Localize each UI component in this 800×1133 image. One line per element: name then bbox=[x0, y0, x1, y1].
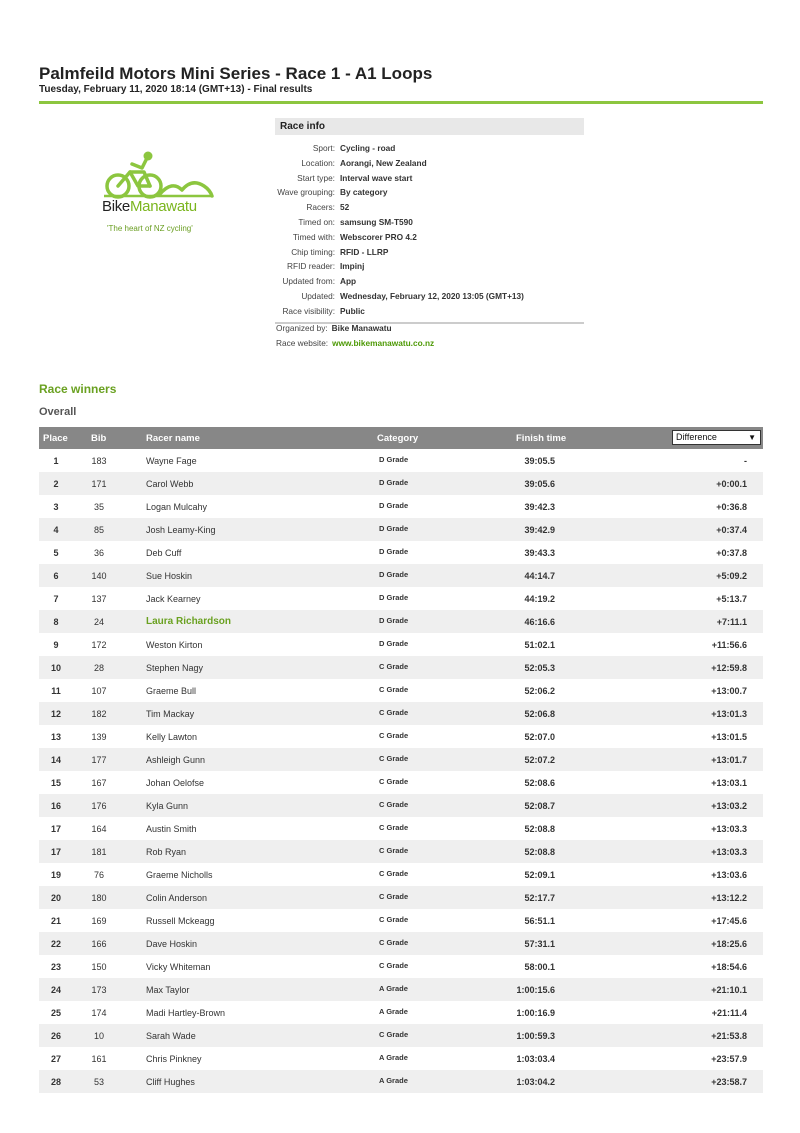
place-cell: 3 bbox=[53, 502, 59, 512]
race-info-row bbox=[275, 304, 584, 319]
place-cell: 11 bbox=[51, 686, 61, 696]
table-row[interactable] bbox=[39, 1001, 763, 1024]
finish-time-cell: 44:14.7 bbox=[524, 571, 555, 581]
col-bib: Bib bbox=[91, 433, 107, 444]
racer-name-cell[interactable]: Rob Ryan bbox=[146, 847, 187, 857]
race-info-key: Updated: bbox=[301, 290, 335, 301]
page-title: Palmfeild Motors Mini Series - Race 1 - A1 Loops bbox=[39, 64, 433, 83]
race-winners-heading: Race winners bbox=[39, 382, 117, 396]
results-table-body bbox=[39, 449, 763, 1093]
bib-cell: 171 bbox=[91, 479, 107, 489]
finish-time-cell: 52:06.2 bbox=[524, 686, 555, 696]
table-row[interactable] bbox=[39, 978, 763, 1001]
table-row[interactable] bbox=[39, 1024, 763, 1047]
table-row[interactable] bbox=[39, 495, 763, 518]
place-cell: 1 bbox=[53, 456, 59, 466]
race-date-status: Tuesday, February 11, 2020 18:14 (GMT+13) - Final results bbox=[39, 84, 313, 95]
table-row[interactable] bbox=[39, 518, 763, 541]
table-row[interactable] bbox=[39, 794, 763, 817]
race-info-rows bbox=[275, 135, 584, 319]
bib-cell: 28 bbox=[93, 663, 104, 673]
difference-cell: +13:01.7 bbox=[711, 755, 747, 765]
table-row[interactable] bbox=[39, 955, 763, 978]
table-row[interactable] bbox=[39, 541, 763, 564]
difference-cell: +21:10.1 bbox=[711, 985, 747, 995]
difference-select[interactable] bbox=[672, 430, 761, 445]
place-cell: 26 bbox=[50, 1031, 61, 1041]
category-cell: C Grade bbox=[379, 846, 409, 855]
race-info-value: 52 bbox=[340, 202, 350, 213]
racer-name-cell[interactable]: Laura Richardson bbox=[146, 616, 232, 627]
finish-time-cell: 1:03:04.2 bbox=[516, 1077, 555, 1087]
difference-cell: +0:37.4 bbox=[716, 525, 747, 535]
place-cell: 16 bbox=[50, 801, 61, 811]
racer-name-cell[interactable]: Colin Anderson bbox=[146, 893, 208, 903]
place-cell: 2 bbox=[53, 479, 59, 489]
bib-cell: 169 bbox=[91, 916, 107, 926]
race-info-key: Timed on: bbox=[298, 216, 335, 227]
finish-time-cell: 52:08.8 bbox=[524, 824, 555, 834]
racer-name-cell[interactable]: Deb Cuff bbox=[146, 548, 182, 558]
results-table-header bbox=[39, 427, 763, 449]
racer-name-cell[interactable]: Carol Webb bbox=[146, 479, 194, 489]
col-racer-name: Racer name bbox=[146, 433, 200, 444]
logo-word-manawatu: Manawatu bbox=[129, 198, 197, 215]
difference-cell: +13:12.2 bbox=[711, 893, 747, 903]
difference-cell: +7:11.1 bbox=[716, 617, 747, 627]
race-info-row bbox=[275, 141, 584, 156]
organized-by-value: Bike Manawatu bbox=[331, 323, 392, 333]
table-row[interactable] bbox=[39, 748, 763, 771]
category-cell: D Grade bbox=[379, 478, 409, 487]
finish-time-cell: 44:19.2 bbox=[524, 594, 555, 604]
finish-time-cell: 46:16.6 bbox=[524, 617, 555, 627]
place-cell: 17 bbox=[50, 847, 61, 857]
place-cell: 23 bbox=[50, 962, 61, 972]
racer-name-cell[interactable]: Graeme Nicholls bbox=[146, 870, 213, 880]
finish-time-cell: 52:09.1 bbox=[524, 870, 555, 880]
col-category: Category bbox=[377, 433, 419, 444]
table-row[interactable] bbox=[39, 449, 763, 472]
race-info-row bbox=[275, 156, 584, 171]
race-info-key: Racers: bbox=[306, 202, 335, 213]
bib-cell: 161 bbox=[91, 1054, 107, 1064]
place-cell: 21 bbox=[50, 916, 61, 926]
racer-name-cell[interactable]: Cliff Hughes bbox=[146, 1077, 195, 1087]
table-row[interactable] bbox=[39, 587, 763, 610]
overall-heading: Overall bbox=[39, 406, 77, 418]
finish-time-cell: 1:00:15.6 bbox=[516, 985, 555, 995]
category-cell: A Grade bbox=[379, 1053, 408, 1062]
difference-cell: +13:01.5 bbox=[711, 732, 747, 742]
race-info-value: App bbox=[340, 276, 357, 287]
place-cell: 10 bbox=[50, 663, 61, 673]
difference-cell: +23:58.7 bbox=[711, 1077, 747, 1087]
race-website-link[interactable]: www.bikemanawatu.co.nz bbox=[332, 338, 435, 348]
category-cell: C Grade bbox=[379, 662, 409, 671]
place-cell: 17 bbox=[50, 824, 61, 834]
category-cell: D Grade bbox=[379, 547, 409, 556]
table-row[interactable] bbox=[39, 863, 763, 886]
finish-time-cell: 51:02.1 bbox=[524, 640, 555, 650]
finish-time-cell: 57:31.1 bbox=[524, 939, 555, 949]
table-row[interactable] bbox=[39, 909, 763, 932]
category-cell: A Grade bbox=[379, 984, 408, 993]
table-row[interactable] bbox=[39, 886, 763, 909]
finish-time-cell: 1:00:16.9 bbox=[516, 1008, 555, 1018]
table-row[interactable] bbox=[39, 656, 763, 679]
organized-by bbox=[276, 323, 392, 333]
difference-cell: +0:36.8 bbox=[716, 502, 747, 512]
difference-cell: +13:03.3 bbox=[711, 847, 747, 857]
finish-time-cell: 39:05.6 bbox=[524, 479, 555, 489]
race-website bbox=[276, 338, 434, 348]
place-cell: 24 bbox=[50, 985, 61, 995]
place-cell: 12 bbox=[50, 709, 61, 719]
bib-cell: 139 bbox=[91, 732, 107, 742]
finish-time-cell: 39:05.5 bbox=[524, 456, 555, 466]
bib-cell: 85 bbox=[93, 525, 104, 535]
race-info-value: samsung SM-T590 bbox=[340, 216, 413, 227]
category-cell: D Grade bbox=[379, 501, 409, 510]
race-info-heading: Race info bbox=[275, 118, 584, 135]
race-info-row bbox=[275, 259, 584, 274]
table-row[interactable] bbox=[39, 725, 763, 748]
finish-time-cell: 52:06.8 bbox=[524, 709, 555, 719]
bib-cell: 173 bbox=[91, 985, 107, 995]
race-website-label: Race website: bbox=[276, 338, 329, 348]
finish-time-cell: 39:42.3 bbox=[524, 502, 555, 512]
bib-cell: 140 bbox=[91, 571, 107, 581]
category-cell: C Grade bbox=[379, 731, 409, 740]
col-place: Place bbox=[43, 433, 68, 444]
finish-time-cell: 1:03:03.4 bbox=[516, 1054, 555, 1064]
race-info-row bbox=[275, 215, 584, 230]
table-row[interactable] bbox=[39, 1070, 763, 1093]
table-row[interactable] bbox=[39, 564, 763, 587]
bib-cell: 36 bbox=[93, 548, 104, 558]
table-row[interactable] bbox=[39, 932, 763, 955]
race-info-row bbox=[275, 230, 584, 245]
difference-cell: +0:00.1 bbox=[716, 479, 747, 489]
racer-name-cell[interactable]: Graeme Bull bbox=[146, 686, 197, 696]
race-info-value: Cycling - road bbox=[340, 143, 396, 153]
difference-cell: +13:03.1 bbox=[711, 778, 747, 788]
bib-cell: 176 bbox=[91, 801, 107, 811]
race-info-value: Impinj bbox=[340, 261, 365, 272]
finish-time-cell: 1:00:59.3 bbox=[516, 1031, 555, 1041]
place-cell: 20 bbox=[50, 893, 61, 903]
racer-name-cell[interactable]: Kelly Lawton bbox=[146, 732, 198, 742]
racer-name-cell[interactable]: Kyla Gunn bbox=[146, 801, 189, 811]
race-info-value: Aorangi, New Zealand bbox=[340, 157, 427, 168]
difference-cell: - bbox=[744, 456, 747, 466]
bib-cell: 183 bbox=[91, 456, 107, 466]
results-table bbox=[39, 427, 763, 1093]
race-info-row bbox=[275, 171, 584, 186]
bib-cell: 180 bbox=[91, 893, 107, 903]
race-info-row bbox=[275, 274, 584, 289]
difference-cell: +21:53.8 bbox=[711, 1031, 747, 1041]
racer-name-cell[interactable]: Vicky Whiteman bbox=[146, 962, 211, 972]
racer-name-cell[interactable]: Madi Hartley-Brown bbox=[146, 1008, 226, 1018]
place-cell: 22 bbox=[50, 939, 61, 949]
place-cell: 19 bbox=[50, 870, 61, 880]
racer-name-cell[interactable]: Sue Hoskin bbox=[146, 571, 193, 581]
bib-cell: 181 bbox=[91, 847, 107, 857]
place-cell: 13 bbox=[50, 732, 61, 742]
race-info-key: Start type: bbox=[297, 172, 335, 183]
place-cell: 6 bbox=[53, 571, 59, 581]
race-info-row bbox=[275, 185, 584, 200]
table-row[interactable] bbox=[39, 679, 763, 702]
difference-cell: +17:45.6 bbox=[711, 916, 747, 926]
category-cell: A Grade bbox=[379, 1076, 408, 1085]
difference-cell: +12:59.8 bbox=[711, 663, 747, 673]
race-info-value: Interval wave start bbox=[340, 172, 413, 183]
difference-cell: +13:03.6 bbox=[711, 870, 747, 880]
bib-cell: 150 bbox=[91, 962, 107, 972]
difference-select-value: Difference bbox=[676, 432, 717, 442]
bib-cell: 10 bbox=[93, 1031, 104, 1041]
race-info-row bbox=[275, 289, 584, 304]
finish-time-cell: 52:07.2 bbox=[524, 755, 555, 765]
bib-cell: 167 bbox=[91, 778, 107, 788]
place-cell: 7 bbox=[53, 594, 59, 604]
difference-cell: +13:03.3 bbox=[711, 824, 747, 834]
header-divider bbox=[39, 101, 763, 104]
organized-by-label: Organized by: bbox=[276, 323, 328, 333]
bib-cell: 107 bbox=[91, 686, 107, 696]
bib-cell: 35 bbox=[93, 502, 104, 512]
category-cell: C Grade bbox=[379, 961, 409, 970]
place-cell: 14 bbox=[50, 755, 61, 765]
racer-name-cell[interactable]: Josh Leamy-King bbox=[146, 525, 216, 535]
chevron-down-icon: ▼ bbox=[748, 433, 756, 442]
race-info-value: Webscorer PRO 4.2 bbox=[340, 231, 417, 242]
race-info-value: RFID - LLRP bbox=[340, 246, 389, 257]
racer-name-cell[interactable]: Ashleigh Gunn bbox=[146, 755, 206, 765]
race-info-row bbox=[275, 245, 584, 260]
table-row[interactable] bbox=[39, 633, 763, 656]
racer-name-cell[interactable]: Chris Pinkney bbox=[146, 1054, 202, 1064]
bib-cell: 76 bbox=[93, 870, 104, 880]
race-info-row bbox=[275, 200, 584, 215]
bib-cell: 166 bbox=[91, 939, 107, 949]
table-row[interactable] bbox=[39, 702, 763, 725]
race-info-key: Race visibility: bbox=[282, 305, 335, 316]
racer-name-cell[interactable]: Sarah Wade bbox=[146, 1031, 196, 1041]
race-info-value: By category bbox=[340, 187, 388, 198]
finish-time-cell: 52:17.7 bbox=[524, 893, 555, 903]
table-row[interactable] bbox=[39, 771, 763, 794]
finish-time-cell: 52:07.0 bbox=[524, 732, 555, 742]
category-cell: C Grade bbox=[379, 708, 409, 717]
place-cell: 8 bbox=[53, 617, 59, 627]
racer-name-cell[interactable]: Logan Mulcahy bbox=[146, 502, 208, 512]
race-info-key: RFID reader: bbox=[287, 261, 335, 272]
racer-name-cell[interactable]: Max Taylor bbox=[146, 985, 190, 995]
difference-cell: +13:01.3 bbox=[711, 709, 747, 719]
place-cell: 25 bbox=[50, 1008, 61, 1018]
difference-cell: +13:00.7 bbox=[711, 686, 747, 696]
category-cell: C Grade bbox=[379, 892, 409, 901]
difference-cell: +5:09.2 bbox=[716, 571, 747, 581]
finish-time-cell: 58:00.1 bbox=[524, 962, 555, 972]
racer-name-cell[interactable]: Tim Mackay bbox=[146, 709, 195, 719]
category-cell: C Grade bbox=[379, 685, 409, 694]
race-info-value: Public bbox=[340, 305, 365, 316]
category-cell: C Grade bbox=[379, 869, 409, 878]
bib-cell: 164 bbox=[91, 824, 107, 834]
place-cell: 27 bbox=[50, 1054, 61, 1064]
table-row[interactable] bbox=[39, 840, 763, 863]
bib-cell: 174 bbox=[91, 1008, 107, 1018]
finish-time-cell: 52:05.3 bbox=[524, 663, 555, 673]
category-cell: D Grade bbox=[379, 639, 409, 648]
category-cell: D Grade bbox=[379, 455, 409, 464]
race-info-key: Timed with: bbox=[292, 231, 335, 242]
racer-name-cell[interactable]: Wayne Fage bbox=[146, 456, 197, 466]
race-info-key: Updated from: bbox=[282, 276, 335, 287]
category-cell: D Grade bbox=[379, 593, 409, 602]
race-info-key: Sport: bbox=[312, 143, 335, 153]
finish-time-cell: 56:51.1 bbox=[524, 916, 555, 926]
bib-cell: 177 bbox=[91, 755, 107, 765]
table-row[interactable] bbox=[39, 472, 763, 495]
category-cell: D Grade bbox=[379, 570, 409, 579]
difference-cell: +13:03.2 bbox=[711, 801, 747, 811]
racer-name-cell[interactable]: Austin Smith bbox=[146, 824, 197, 834]
place-cell: 4 bbox=[53, 525, 59, 535]
race-info-key: Chip timing: bbox=[291, 246, 335, 257]
place-cell: 5 bbox=[53, 548, 59, 558]
category-cell: C Grade bbox=[379, 915, 409, 924]
logo-tagline: 'The heart of NZ cycling' bbox=[107, 224, 193, 233]
difference-cell: +23:57.9 bbox=[711, 1054, 747, 1064]
finish-time-cell: 39:43.3 bbox=[524, 548, 555, 558]
table-row[interactable] bbox=[39, 1047, 763, 1070]
category-cell: C Grade bbox=[379, 1030, 409, 1039]
racer-name-cell[interactable]: Dave Hoskin bbox=[146, 939, 198, 949]
category-cell: C Grade bbox=[379, 754, 409, 763]
bib-cell: 24 bbox=[93, 617, 104, 627]
racer-name-cell[interactable]: Russell Mckeagg bbox=[146, 916, 215, 926]
table-row[interactable] bbox=[39, 817, 763, 840]
logo-word-bike: Bike bbox=[102, 198, 130, 215]
race-info-panel bbox=[275, 118, 584, 324]
difference-cell: +11:56.6 bbox=[711, 640, 747, 650]
race-info-key: Location: bbox=[301, 157, 335, 168]
place-cell: 9 bbox=[53, 640, 59, 650]
racer-name-cell[interactable]: Weston Kirton bbox=[146, 640, 203, 650]
finish-time-cell: 39:42.9 bbox=[524, 525, 555, 535]
col-finish-time: Finish time bbox=[516, 433, 567, 444]
category-cell: C Grade bbox=[379, 938, 409, 947]
category-cell: C Grade bbox=[379, 777, 409, 786]
difference-cell: +18:25.6 bbox=[711, 939, 747, 949]
place-cell: 28 bbox=[50, 1077, 61, 1087]
racer-name-cell[interactable]: Jack Kearney bbox=[146, 594, 201, 604]
race-info-key: Wave grouping: bbox=[277, 187, 335, 198]
category-cell: C Grade bbox=[379, 800, 409, 809]
bib-cell: 172 bbox=[91, 640, 107, 650]
race-info-value: Wednesday, February 12, 2020 13:05 (GMT+13) bbox=[340, 290, 524, 301]
difference-cell: +5:13.7 bbox=[716, 594, 747, 604]
logo-wordmark bbox=[102, 198, 197, 215]
difference-cell: +0:37.8 bbox=[716, 548, 747, 558]
place-cell: 15 bbox=[50, 778, 61, 788]
bib-cell: 137 bbox=[91, 594, 107, 604]
bib-cell: 182 bbox=[91, 709, 107, 719]
finish-time-cell: 52:08.6 bbox=[524, 778, 555, 788]
category-cell: A Grade bbox=[379, 1007, 408, 1016]
racer-name-cell[interactable]: Stephen Nagy bbox=[146, 663, 204, 673]
category-cell: D Grade bbox=[379, 616, 409, 625]
finish-time-cell: 52:08.7 bbox=[524, 801, 555, 811]
bib-cell: 53 bbox=[93, 1077, 104, 1087]
category-cell: C Grade bbox=[379, 823, 409, 832]
category-cell: D Grade bbox=[379, 524, 409, 533]
racer-name-cell[interactable]: Johan Oelofse bbox=[146, 778, 205, 788]
difference-cell: +18:54.6 bbox=[711, 962, 747, 972]
table-row[interactable] bbox=[39, 610, 763, 633]
finish-time-cell: 52:08.8 bbox=[524, 847, 555, 857]
difference-cell: +21:11.4 bbox=[711, 1008, 747, 1018]
